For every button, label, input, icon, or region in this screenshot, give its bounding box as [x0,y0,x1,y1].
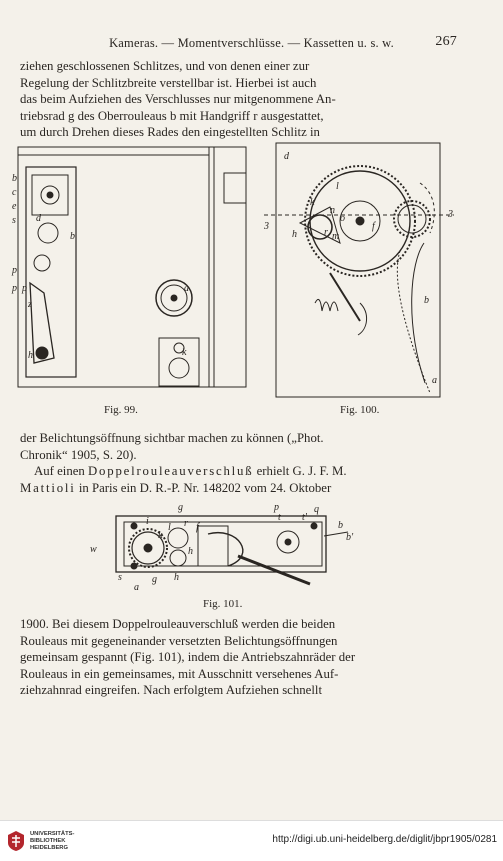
figure-label: h [292,229,297,240]
figure-99-caption: Fig. 99. [104,404,138,416]
page-number: 267 [435,34,457,49]
figure-101-shutter-drawing [88,496,368,596]
figure-label: w [90,544,97,555]
figure-label: d [36,213,41,224]
figure-label: p [12,283,17,294]
figure-label: 3 [448,209,453,220]
figure-label: h [28,350,33,361]
figure-label: r [324,227,328,238]
figure-label: q [314,504,319,515]
running-title: Kameras. — Momentverschlüsse. — Kassetten u. s. w. [109,36,394,50]
figure-label: a [134,582,139,593]
figure-label: g [152,574,157,585]
library-name-line: UNIVERSITÄTS- [30,831,75,837]
paragraph-1 [20,58,478,141]
figure-label: g [178,502,183,513]
figure-label: n [330,205,335,216]
figure-label: i [146,516,149,527]
figure-label: a [432,375,437,386]
text-span-spaced: Mattioli [20,480,76,495]
text-line: der Belichtungsöffnung sichtbar machen zu können („Phot. [20,431,324,445]
text-line: Chronik“ 1905, S. 20). [20,447,137,462]
figure-100-caption: Fig. 100. [340,404,380,416]
figure-label: p [22,283,27,294]
figure-label: e [12,201,17,212]
figure-label: b' [346,532,354,543]
figure-label: o [340,213,345,224]
figure-label: d [284,151,289,162]
paragraph-3 [20,463,478,496]
text-line [20,480,478,497]
library-name-line: HEIDELBERG [30,845,69,851]
figure-label: k [310,197,315,208]
figure-label: l [336,181,339,192]
figure-label: m [332,231,340,242]
figure-label: r [184,518,188,529]
text-line: ziehen geschlossenen Schlitzes, und von denen einer zur [20,59,310,73]
text-line: um durch Drehen dieses Rades den eingestellten Schlitz in [20,125,320,140]
figure-label: a [184,283,189,294]
figure-label: k [158,530,163,541]
figure-label: p [12,265,17,276]
figure-label: l [168,522,171,533]
figure-label: c [12,187,17,198]
text-line [20,463,478,480]
text-line: 1900. Bei diesem Doppelrouleauverschluß werden die beiden [20,617,336,631]
text-line: das beim Aufziehen des Verschlusses nur mitgenommene An- [20,92,336,107]
text-line: triebsrad g des Oberrouleaus b mit Handgriff r ausgestattet, [20,108,324,123]
figure-label: f [372,221,375,232]
figure-label: b [12,173,17,184]
text-span: erhielt G. J. F. M. [253,464,347,478]
figure-label: p [274,502,279,513]
paragraph-2 [20,430,478,463]
figure-label: s [118,572,122,583]
library-name-line: BIBLIOTHEK [30,838,66,844]
text-span: in Paris ein D. R.-P. Nr. 148202 vom 24. Oktober [75,480,332,495]
figure-101-caption: Fig. 101. [203,598,243,610]
figure-label: 3 [264,221,269,232]
paragraph-4 [20,616,478,699]
figure-label: t [278,512,281,523]
figure-99-camera-drawing [14,143,254,393]
figure-label: b [424,295,429,306]
figure-label: h [188,546,193,557]
text-line: ziehzahnrad eingreifen. Nach erfolgtem Aufziehen schnellt [20,683,323,698]
library-name [30,831,74,852]
text-line: Regelung der Schlitzbreite verstellbar ist. Hierbei ist auch [20,75,317,90]
figure-label: t' [302,512,307,523]
figure-label: b [338,520,343,531]
university-library-logo-icon [6,829,26,853]
figure-label: k [182,347,187,358]
figure-label: z [28,299,32,310]
text-span-spaced: Doppelrouleauverschluß [88,464,254,478]
running-header [38,36,465,54]
text-line: gemeinsam gespannt (Fig. 101), indem die Antriebszahnräder der [20,650,356,665]
figure-100-gear-drawing [260,143,460,398]
source-url-link[interactable]: http://digi.ub.uni-heidelberg.de/diglit/jbpr1905/0281 [272,834,497,845]
text-span: Auf einen [34,464,89,478]
figure-label: f [196,522,199,533]
digitization-footer [0,820,503,861]
figure-label: h [174,572,179,583]
figure-label: b [70,231,75,242]
text-line: Rouleaus in ein gemeinsames, mit Ausschnitt versehenes Auf- [20,666,339,681]
text-line: Rouleaus mit gegeneinander versetzten Belichtungsöffnungen [20,633,338,648]
figure-label: s [12,215,16,226]
